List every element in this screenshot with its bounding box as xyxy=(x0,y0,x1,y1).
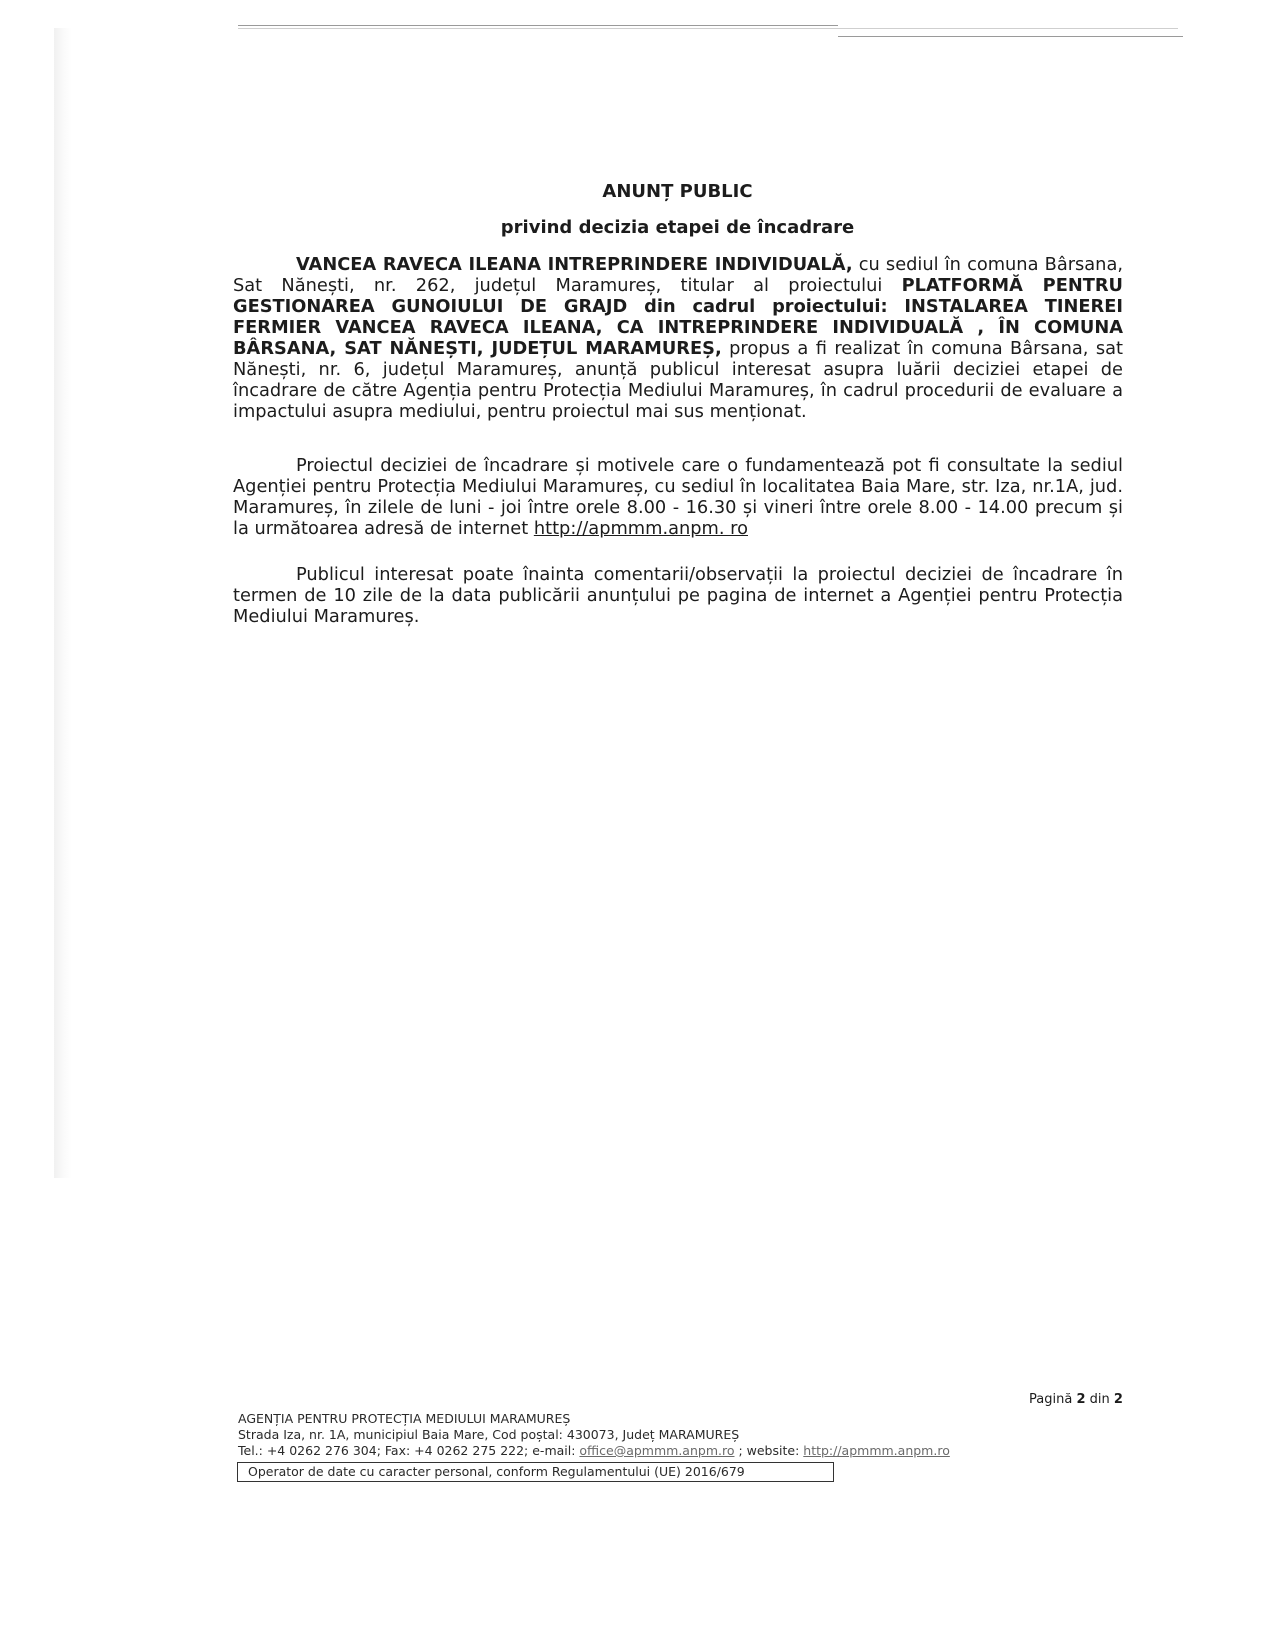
page-number xyxy=(1029,1392,1123,1407)
document-title: ANUNȚ PUBLIC xyxy=(602,181,753,202)
footer-website-link[interactable]: http://apmmm.anpm.ro xyxy=(803,1443,950,1458)
page-total: 2 xyxy=(1113,1392,1123,1407)
paragraph-consultation xyxy=(233,455,1123,539)
top-rule-right xyxy=(838,36,1183,37)
paragraph-announcement xyxy=(233,254,1123,422)
footer-email-link[interactable]: office@apmmm.anpm.ro xyxy=(579,1443,735,1458)
top-rule-faint xyxy=(238,28,1178,29)
page-current: 2 xyxy=(1076,1392,1086,1407)
paragraph-comments xyxy=(233,564,1123,627)
paragraph-1-text-b: propus a fi realizat în comuna Bârsana, sat Nănești, nr. 6, județul Maramureș, anunță publicul interesat asupra luării deciziei etapei de încadrare de către Agenția pentru Protecția Mediului Maramureș, în cadrul procedurii de evaluare a impactului asupra mediului, pentru proiectul mai sus menționat. xyxy=(233,338,1123,422)
page-separator: din xyxy=(1089,1392,1110,1407)
paragraph-2-text: Proiectul deciziei de încadrare și motivele care o fundamentează pot fi consultate la sediul Agenției pentru Protecția Mediului Maramureș, cu sediul în localitatea Baia Mare, str. Iza, nr.1A, jud. Maramureș, în zilele de luni - joi între orele 8.00 - 16.30 și vineri între orele 8.00 - 14.00 precum și la următoarea adresă de internet xyxy=(233,455,1123,539)
page-label: Pagină xyxy=(1029,1392,1073,1407)
company-name: VANCEA RAVECA ILEANA INTREPRINDERE INDIVIDUALĂ, xyxy=(296,254,853,275)
footer-agency: AGENȚIA PENTRU PROTECȚIA MEDIULUI MARAMUREȘ xyxy=(238,1411,571,1426)
footer-contact-text: Tel.: +4 0262 276 304; Fax: +4 0262 275 222; e-mail: xyxy=(238,1443,580,1458)
website-link[interactable]: http://apmmm.anpm. ro xyxy=(533,518,748,539)
footer-website-label: ; website: xyxy=(734,1443,804,1458)
footer-contact xyxy=(238,1443,950,1459)
project-name: PLATFORMĂ PENTRU GESTIONAREA GUNOIULUI DE GRAJD din cadrul proiectului: INSTALAREA TINEREI FERMIER VANCEA RAVECA ILEANA, CA INTREPRINDERE INDIVIDUALĂ , ÎN COMUNA BÂRSANA, SAT NĂNEȘTI, JUDEȚUL MARAMUREȘ, xyxy=(233,275,1123,359)
footer xyxy=(238,1411,950,1459)
document-subtitle: privind decizia etapei de încadrare xyxy=(500,217,855,238)
gdpr-notice: Operator de date cu caracter personal, conform Regulamentului (UE) 2016/679 xyxy=(237,1462,834,1482)
paragraph-1-text-a: cu sediul în comuna Bârsana, Sat Nănești, nr. 262, județul Maramureș, titular al proiectului xyxy=(233,254,1124,296)
footer-address: Strada Iza, nr. 1A, municipiul Baia Mare, Cod poștal: 430073, Județ MARAMUREȘ xyxy=(238,1427,740,1442)
top-rule xyxy=(238,25,838,26)
paragraph-3-text: Publicul interesat poate înainta comentarii/observații la proiectul deciziei de încadrare în termen de 10 zile de la data publicării anunțului pe pagina de internet a Agenției pentru Protecția Mediului Maramureș. xyxy=(233,564,1123,627)
